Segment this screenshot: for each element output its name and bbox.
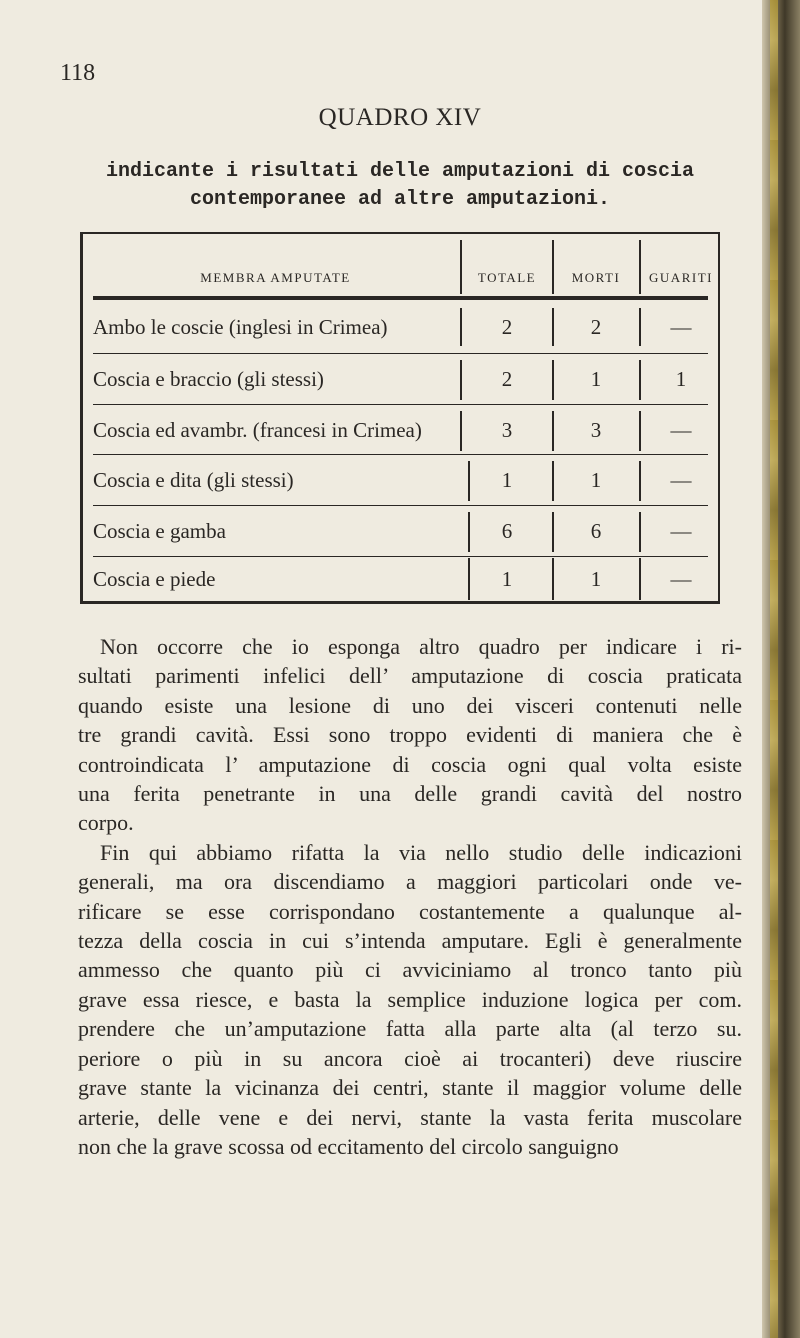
cell-membra: Coscia e dita (gli stessi) <box>93 468 294 492</box>
header-rule <box>93 296 708 300</box>
text-line: Non occorre che io esponga altro quadro per indicare i ri- <box>100 634 742 659</box>
text-line: tre grandi cavità. Essi sono troppo evidenti di maniera che è <box>78 722 742 748</box>
text-line: generali, ma ora discendiamo a maggiori particolari onde ve- <box>78 869 742 895</box>
cell-totale: 6 <box>501 519 513 543</box>
cell-totale: 3 <box>501 418 513 442</box>
table-caption-line-2: contemporanee ad altre amputazioni. <box>189 188 611 211</box>
cell-membra: Coscia e gamba <box>93 519 226 543</box>
cell-guariti: — <box>670 468 692 492</box>
text-line: periore o più in su ancora cioè ai trocanteri) deve riuscire <box>78 1045 742 1071</box>
cell-morti: 1 <box>590 567 602 591</box>
cell-guariti: 1 <box>675 367 687 391</box>
book-page-edge <box>762 0 800 1338</box>
text-line: sultati parimenti infelici dell’ amputazione di coscia praticata <box>78 663 742 689</box>
text-line: controindicata l’ amputazione di coscia ogni qual volta esiste <box>78 751 742 777</box>
cell-guariti: — <box>670 315 692 339</box>
cell-morti: 1 <box>590 468 602 492</box>
text-line: quando esiste una lesione di uno dei visceri contenuti nelle <box>78 692 742 718</box>
text-line: non che la grave scossa od eccitamento del circolo sanguigno <box>78 1133 619 1159</box>
cell-membra: Coscia e braccio (gli stessi) <box>93 367 324 391</box>
table-caption-line-1: indicante i risultati delle amputazioni di coscia <box>105 160 695 183</box>
header-guariti: GUARITI <box>649 270 713 285</box>
body-text <box>78 632 742 1161</box>
cell-membra: Coscia e piede <box>93 567 216 591</box>
table-title: QUADRO XIV <box>318 104 482 131</box>
text-line: arterie, delle vene e dei nervi, stante la vasta ferita muscolare <box>78 1104 742 1130</box>
page-number: 118 <box>60 60 96 86</box>
cell-morti: 1 <box>590 367 602 391</box>
cell-totale: 1 <box>501 468 513 492</box>
cell-totale: 2 <box>501 315 513 339</box>
header-membra-amputate: MEMBRA AMPUTATE <box>200 270 351 285</box>
cell-morti: 3 <box>590 418 602 442</box>
text-line: tezza della coscia in cui s’intenda amputare. Egli è generalmente <box>78 928 742 954</box>
cell-morti: 6 <box>590 519 602 543</box>
text-line: rificare se esse corrispondano costantemente a qualunque al- <box>78 898 742 924</box>
text-line: ammesso che quanto più ci avviciniamo al tronco tanto più <box>78 957 742 983</box>
text-line: grave stante la vicinanza dei centri, stante il maggior volume delle <box>78 1075 742 1101</box>
header-morti: MORTI <box>571 270 621 285</box>
cell-guariti: — <box>670 567 692 591</box>
cell-morti: 2 <box>590 315 602 339</box>
cell-totale: 1 <box>501 567 513 591</box>
cell-guariti: — <box>670 418 692 442</box>
cell-membra: Ambo le coscie (inglesi in Crimea) <box>93 315 388 339</box>
text-line: prendere che un’amputazione fatta alla parte alta (al terzo su. <box>78 1016 742 1042</box>
text-line: corpo. <box>78 810 134 836</box>
text-line: Fin qui abbiamo rifatta la via nello studio delle indicazioni <box>100 839 742 865</box>
cell-membra: Coscia ed avambr. (francesi in Crimea) <box>93 418 422 442</box>
cell-totale: 2 <box>501 367 513 391</box>
results-table <box>80 232 720 604</box>
text-line: grave essa riesce, e basta la semplice induzione logica per com. <box>78 986 742 1012</box>
text-line: una ferita penetrante in una delle grandi cavità del nostro <box>78 781 742 807</box>
header-totale: TOTALE <box>477 270 537 285</box>
gilded-edge <box>770 0 778 1338</box>
cell-guariti: — <box>670 519 692 543</box>
